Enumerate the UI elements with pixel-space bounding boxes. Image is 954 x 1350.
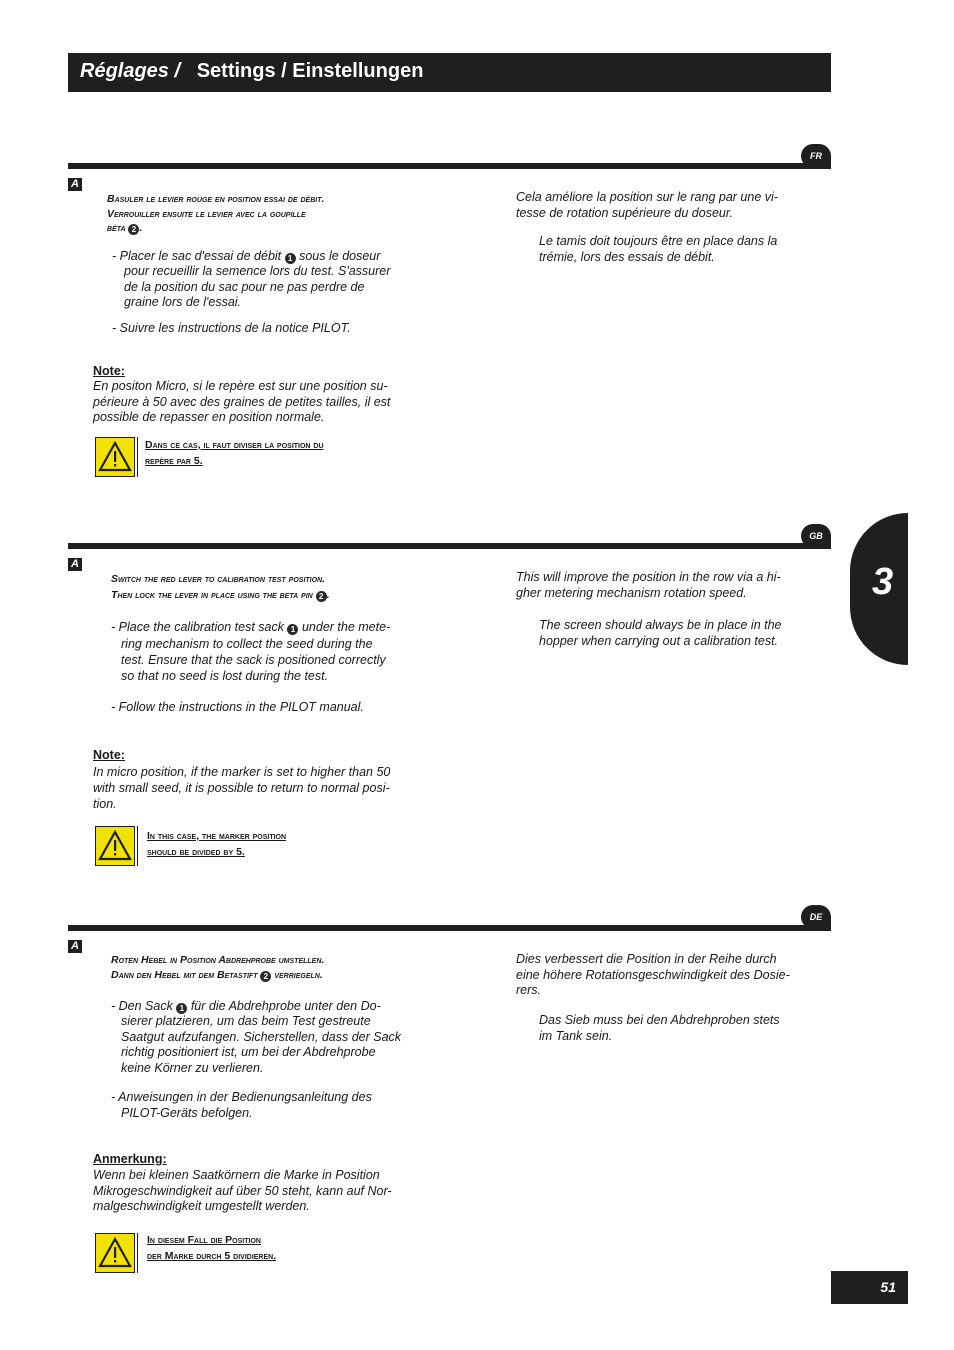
fr-bullet-1-cont: pour recueillir la semence lors du test. S'assurer de la position du sac pour ne pas perdre de graine lors de l'essai.	[124, 264, 391, 309]
section-rule-de	[68, 925, 831, 931]
fr-note-text: En positon Micro, si le repère est sur une position su- périeure à 50 avec des graines de petites tailles, il est possible de repasser en position normale.	[93, 379, 391, 424]
callout-1: 1	[287, 624, 298, 635]
warning-box-de	[95, 1233, 135, 1273]
callout-2: 2	[316, 591, 327, 602]
warning-icon	[96, 827, 134, 865]
fr-right-text: Cela améliore la position sur le rang par une vi- tesse de rotation supérieure du doseur.	[516, 190, 778, 220]
section-marker-fr: A	[68, 178, 82, 191]
fr-right-text-2: Le tamis doit toujours être en place dans la trémie, lors des essais de débit.	[539, 234, 778, 264]
fr-note-heading: Note:	[93, 364, 125, 378]
fr-bullet-1: - Placer le sac d'essai de débit 1 sous le doseur	[112, 249, 381, 263]
gb-bullet-1: - Place the calibration test sack 1 under the mete-	[111, 620, 391, 634]
gb-step-1: Switch the red lever to calibration test position.	[111, 573, 326, 585]
gb-note-text: In micro position, if the marker is set to higher than 50 with small seed, it is possible to return to normal posi- tion.	[93, 765, 391, 811]
warning-divider	[137, 437, 138, 477]
fr-step-2: Verrouiller ensuite le levier avec la goupille	[107, 208, 306, 220]
warning-icon	[96, 438, 134, 476]
chapter-tab	[850, 513, 908, 665]
callout-2: 2	[128, 224, 139, 235]
de-right-text-2: Das Sieb muss bei den Abdrehproben stets im Tank sein.	[539, 1013, 780, 1043]
warning-box-gb	[95, 826, 135, 866]
de-bullet-1: - Den Sack 1 für die Abdrehprobe unter den Do-	[111, 999, 381, 1013]
lang-tab-gb: GB	[801, 524, 831, 548]
de-note-heading: Anmerkung:	[93, 1152, 167, 1166]
fr-warning-text: Dans ce cas, il faut diviser la position du repère par 5.	[145, 439, 324, 467]
section-marker-de: A	[68, 940, 82, 953]
lang-tab-de: DE	[801, 905, 831, 929]
chapter-number: 3	[872, 561, 894, 603]
section-marker-gb: A	[68, 558, 82, 571]
gb-warning-text: In this case, the marker position should be divided by 5.	[147, 830, 287, 858]
page-number: 51	[831, 1271, 908, 1304]
page-header	[68, 53, 831, 92]
gb-step-2: Then lock the lever in place using the beta pin 2 .	[111, 589, 330, 601]
page-title: Réglages / Settings / Einstellungen	[80, 60, 424, 82]
de-step-2: Dann den Hebel mit dem Betastift 2 verriegeln.	[111, 969, 323, 981]
warning-box-fr	[95, 437, 135, 477]
gb-note-heading: Note:	[93, 748, 125, 762]
callout-1: 1	[285, 253, 296, 264]
warning-divider	[137, 826, 138, 866]
section-rule-fr	[68, 163, 831, 169]
fr-step-1: Basuler le levier rouge en position essai de débit.	[107, 193, 325, 205]
gb-bullet-1-cont: ring mechanism to collect the seed during the test. Ensure that the sack is positioned correctly so that no seed is lost during the test.	[121, 637, 386, 683]
lang-tab-fr: FR	[801, 144, 831, 168]
fr-step-2b: béta 2 .	[107, 222, 143, 234]
de-bullet-1-cont: sierer platzieren, um das beim Test gestreute Saatgut aufzufangen. Sicherstellen, dass der Sack richtig positioniert ist, um bei der Abdrehprobe keine Körner zu verlieren.	[121, 1014, 402, 1075]
gb-bullet-2: - Follow the instructions in the PILOT manual.	[111, 700, 364, 714]
de-note-text: Wenn bei kleinen Saatkörnern die Marke in Position Mikrogeschwindigkeit auf über 50 steht, kann auf Nor- malgeschwindigkeit umgestellt werden.	[93, 1168, 392, 1213]
callout-2: 2	[260, 971, 271, 982]
de-bullet-2: - Anweisungen in der Bedienungsanleitung des PILOT-Geräts befolgen.	[111, 1090, 372, 1120]
warning-divider	[137, 1233, 138, 1273]
fr-bullet-2: - Suivre les instructions de la notice PILOT.	[112, 321, 351, 335]
gb-right-text-2: The screen should always be in place in the hopper when carrying out a calibration test.	[539, 618, 782, 648]
callout-1: 1	[176, 1003, 187, 1014]
section-rule-gb	[68, 543, 831, 549]
de-warning-text: In diesem Fall die Position der Marke durch 5 dividieren.	[147, 1234, 277, 1262]
de-right-text: Dies verbessert die Position in der Reihe durch eine höhere Rotationsgeschwindigkeit des Dosie- rers.	[516, 952, 790, 997]
de-step-1: Roten Hebel in Position Abdrehprobe umstellen.	[111, 954, 325, 966]
warning-icon	[96, 1234, 134, 1272]
gb-right-text: This will improve the position in the row via a hi- gher metering mechanism rotation speed.	[516, 570, 781, 600]
